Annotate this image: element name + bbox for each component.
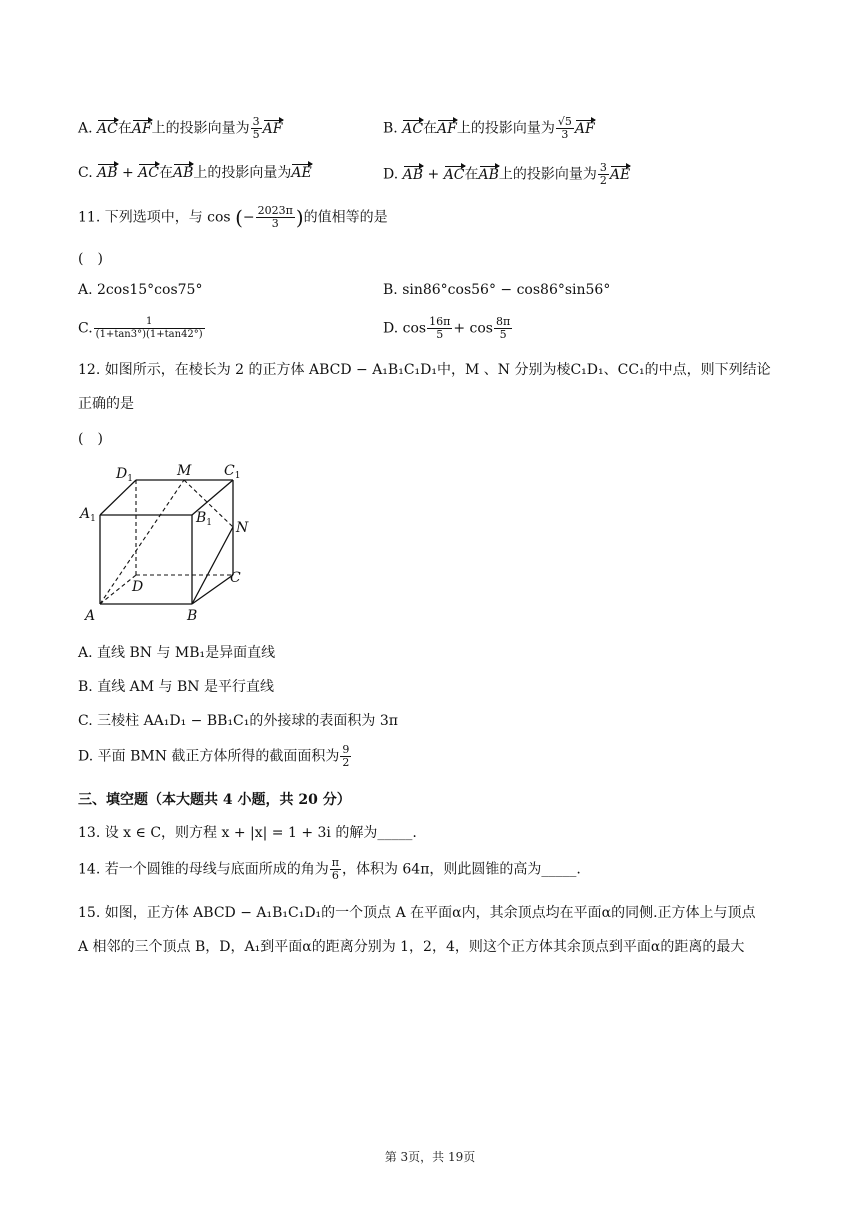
q12-stem-line-1: 12. 如图所示，在棱长为 2 的正方体 ABCD − A₁B₁C₁D₁中，M 、N 分别为棱C₁D₁、CC₁的中点，则下列结论 xyxy=(78,362,771,378)
option-text: D. 平面 BMN 截正方体所得的截面面积为 xyxy=(78,748,340,765)
edge-a1d1 xyxy=(100,480,136,515)
frac-den: 3 xyxy=(561,128,569,141)
q10-options-row-2 xyxy=(78,162,798,192)
minus-sign: − xyxy=(242,209,255,226)
option-text: 上的投影向量为 xyxy=(498,166,597,183)
vector-af: AF xyxy=(437,120,457,137)
frac-num: 3 xyxy=(599,161,607,174)
label-b: B xyxy=(187,608,198,624)
option-label: A. xyxy=(78,120,93,137)
q14-text-post: ，体积为 64π，则此圆锥的高为_____. xyxy=(341,861,581,878)
edge-ad xyxy=(100,575,136,604)
q10-option-b xyxy=(383,116,595,141)
q12-answer-paren: ( ) xyxy=(78,431,103,447)
option-label: D. xyxy=(383,166,399,183)
fraction xyxy=(427,316,452,341)
vector-ac: AC xyxy=(138,165,159,181)
q13-text: 13. 设 x ∈ C，则方程 x + |x| = 1 + 3i 的解为_____. xyxy=(78,825,417,841)
option-label: C. xyxy=(78,165,93,181)
q11-options-row-2 xyxy=(78,316,798,346)
q12-option-d xyxy=(78,744,352,769)
vector-ab: AB xyxy=(97,165,118,181)
vector-ae: AE xyxy=(291,165,312,181)
option-text: 上的投影向量为 xyxy=(193,165,292,181)
option-text: 上的投影向量为 xyxy=(151,120,250,137)
label-c: C xyxy=(230,570,241,586)
section-heading: 三、填空题（本大题共 4 小题，共 20 分） xyxy=(78,792,351,808)
vector-ac: AC xyxy=(402,120,424,137)
vector-af: AF xyxy=(131,120,152,137)
frac-num: 16π xyxy=(429,315,451,328)
vector-ab: AB xyxy=(402,166,424,183)
label-n: N xyxy=(236,520,249,536)
q11-option-d xyxy=(383,316,513,341)
option-text: 上的投影向量为 xyxy=(456,120,555,137)
fraction xyxy=(556,116,574,141)
vector-ae: AE xyxy=(609,166,631,183)
edge-bc xyxy=(192,575,233,604)
label-a: A xyxy=(85,608,96,624)
plus-sign: + xyxy=(121,165,134,181)
frac-den: 2 xyxy=(599,174,607,187)
q15-line-1: 15. 如图，正方体 ABCD − A₁B₁C₁D₁的一个顶点 A 在平面α内，其余顶点均在平面α的同侧.正方体上与顶点 xyxy=(78,905,756,921)
q10-option-c xyxy=(78,162,312,182)
frac-num: 2023π xyxy=(257,204,293,217)
vector-ac: AC xyxy=(443,166,465,183)
option-label: C. xyxy=(78,320,93,337)
q15-line-2: A 相邻的三个顶点 B，D，A₁到平面α的距离分别为 1，2，4，则这个正方体其余顶点到平面α的距离的最大 xyxy=(78,939,745,955)
q12-option-b: B. 直线 AM 与 BN 是平行直线 xyxy=(78,679,274,695)
frac-num: 3 xyxy=(252,115,260,128)
option-text: 在 xyxy=(117,120,132,137)
frac-den: 2 xyxy=(342,756,350,769)
frac-den: (1+tan3°)(1+tan42°) xyxy=(95,329,203,340)
left-paren: ( xyxy=(235,205,243,230)
frac-den: 3 xyxy=(271,217,279,230)
frac-num: 8π xyxy=(495,315,511,328)
vector-ab: AB xyxy=(173,165,194,181)
q11-stem-text: 的值相等的是 xyxy=(303,209,388,226)
option-text: 在 xyxy=(423,120,438,137)
option-label: B. xyxy=(383,120,398,137)
q11-answer-paren: ( ) xyxy=(78,251,103,267)
frac-den: 5 xyxy=(252,128,260,141)
label-d: D xyxy=(132,579,144,595)
q14-text-pre: 14. 若一个圆锥的母线与底面所成的角为 xyxy=(78,861,329,878)
label-d1: $D_1$ xyxy=(116,466,133,484)
option-label: D. cos xyxy=(383,320,427,337)
q12-option-a: A. 直线 BN 与 MB₁是异面直线 xyxy=(78,645,276,661)
q14-text xyxy=(78,857,581,882)
fraction xyxy=(330,857,341,882)
q12-option-c: C. 三棱柱 AA₁D₁ − BB₁C₁的外接球的表面积为 3π xyxy=(78,713,398,729)
fraction xyxy=(256,205,295,230)
frac-num: π xyxy=(331,856,339,869)
vector-af: AF xyxy=(262,120,283,137)
fraction xyxy=(94,316,205,341)
q10-options-row-1 xyxy=(78,116,798,146)
label-a1: $A_1$ xyxy=(80,506,96,524)
q11-option-a: A. 2cos15°cos75° xyxy=(78,282,203,298)
frac-num: 1 xyxy=(94,316,205,329)
plus-cos: + cos xyxy=(453,320,493,337)
q10-option-a xyxy=(78,116,283,141)
page-footer: 第 3页，共 19页 xyxy=(384,1150,476,1164)
vector-ac: AC xyxy=(97,120,118,137)
label-m: M xyxy=(177,463,192,479)
q11-stem xyxy=(78,205,388,230)
frac-den: 5 xyxy=(436,328,444,341)
vector-af: AF xyxy=(574,120,595,137)
frac-den: 6 xyxy=(331,869,339,882)
fraction xyxy=(251,116,262,141)
fraction xyxy=(598,162,609,187)
q11-stem-text: 11. 下列选项中，与 cos xyxy=(78,209,231,226)
frac-num: √5 xyxy=(557,115,572,128)
frac-den: 5 xyxy=(499,328,507,341)
label-c1: $C_1$ xyxy=(224,463,241,481)
q11-options-row-1 xyxy=(78,282,798,312)
option-text: 在 xyxy=(464,166,479,183)
plus-sign: + xyxy=(427,166,440,183)
q10-option-d xyxy=(383,162,630,187)
frac-num: 9 xyxy=(342,743,350,756)
line-bn xyxy=(192,527,233,604)
fraction xyxy=(494,316,512,341)
q11-option-c xyxy=(78,316,206,341)
option-text: 在 xyxy=(159,165,173,181)
q12-stem-line-2: 正确的是 xyxy=(78,396,134,412)
right-paren: ) xyxy=(295,205,304,230)
fraction xyxy=(340,744,351,769)
cube-figure xyxy=(76,460,266,630)
label-b1: $B_1$ xyxy=(196,510,213,528)
q11-option-b: B. sin86°cos56° − cos86°sin56° xyxy=(383,282,611,298)
vector-ab: AB xyxy=(478,166,499,183)
